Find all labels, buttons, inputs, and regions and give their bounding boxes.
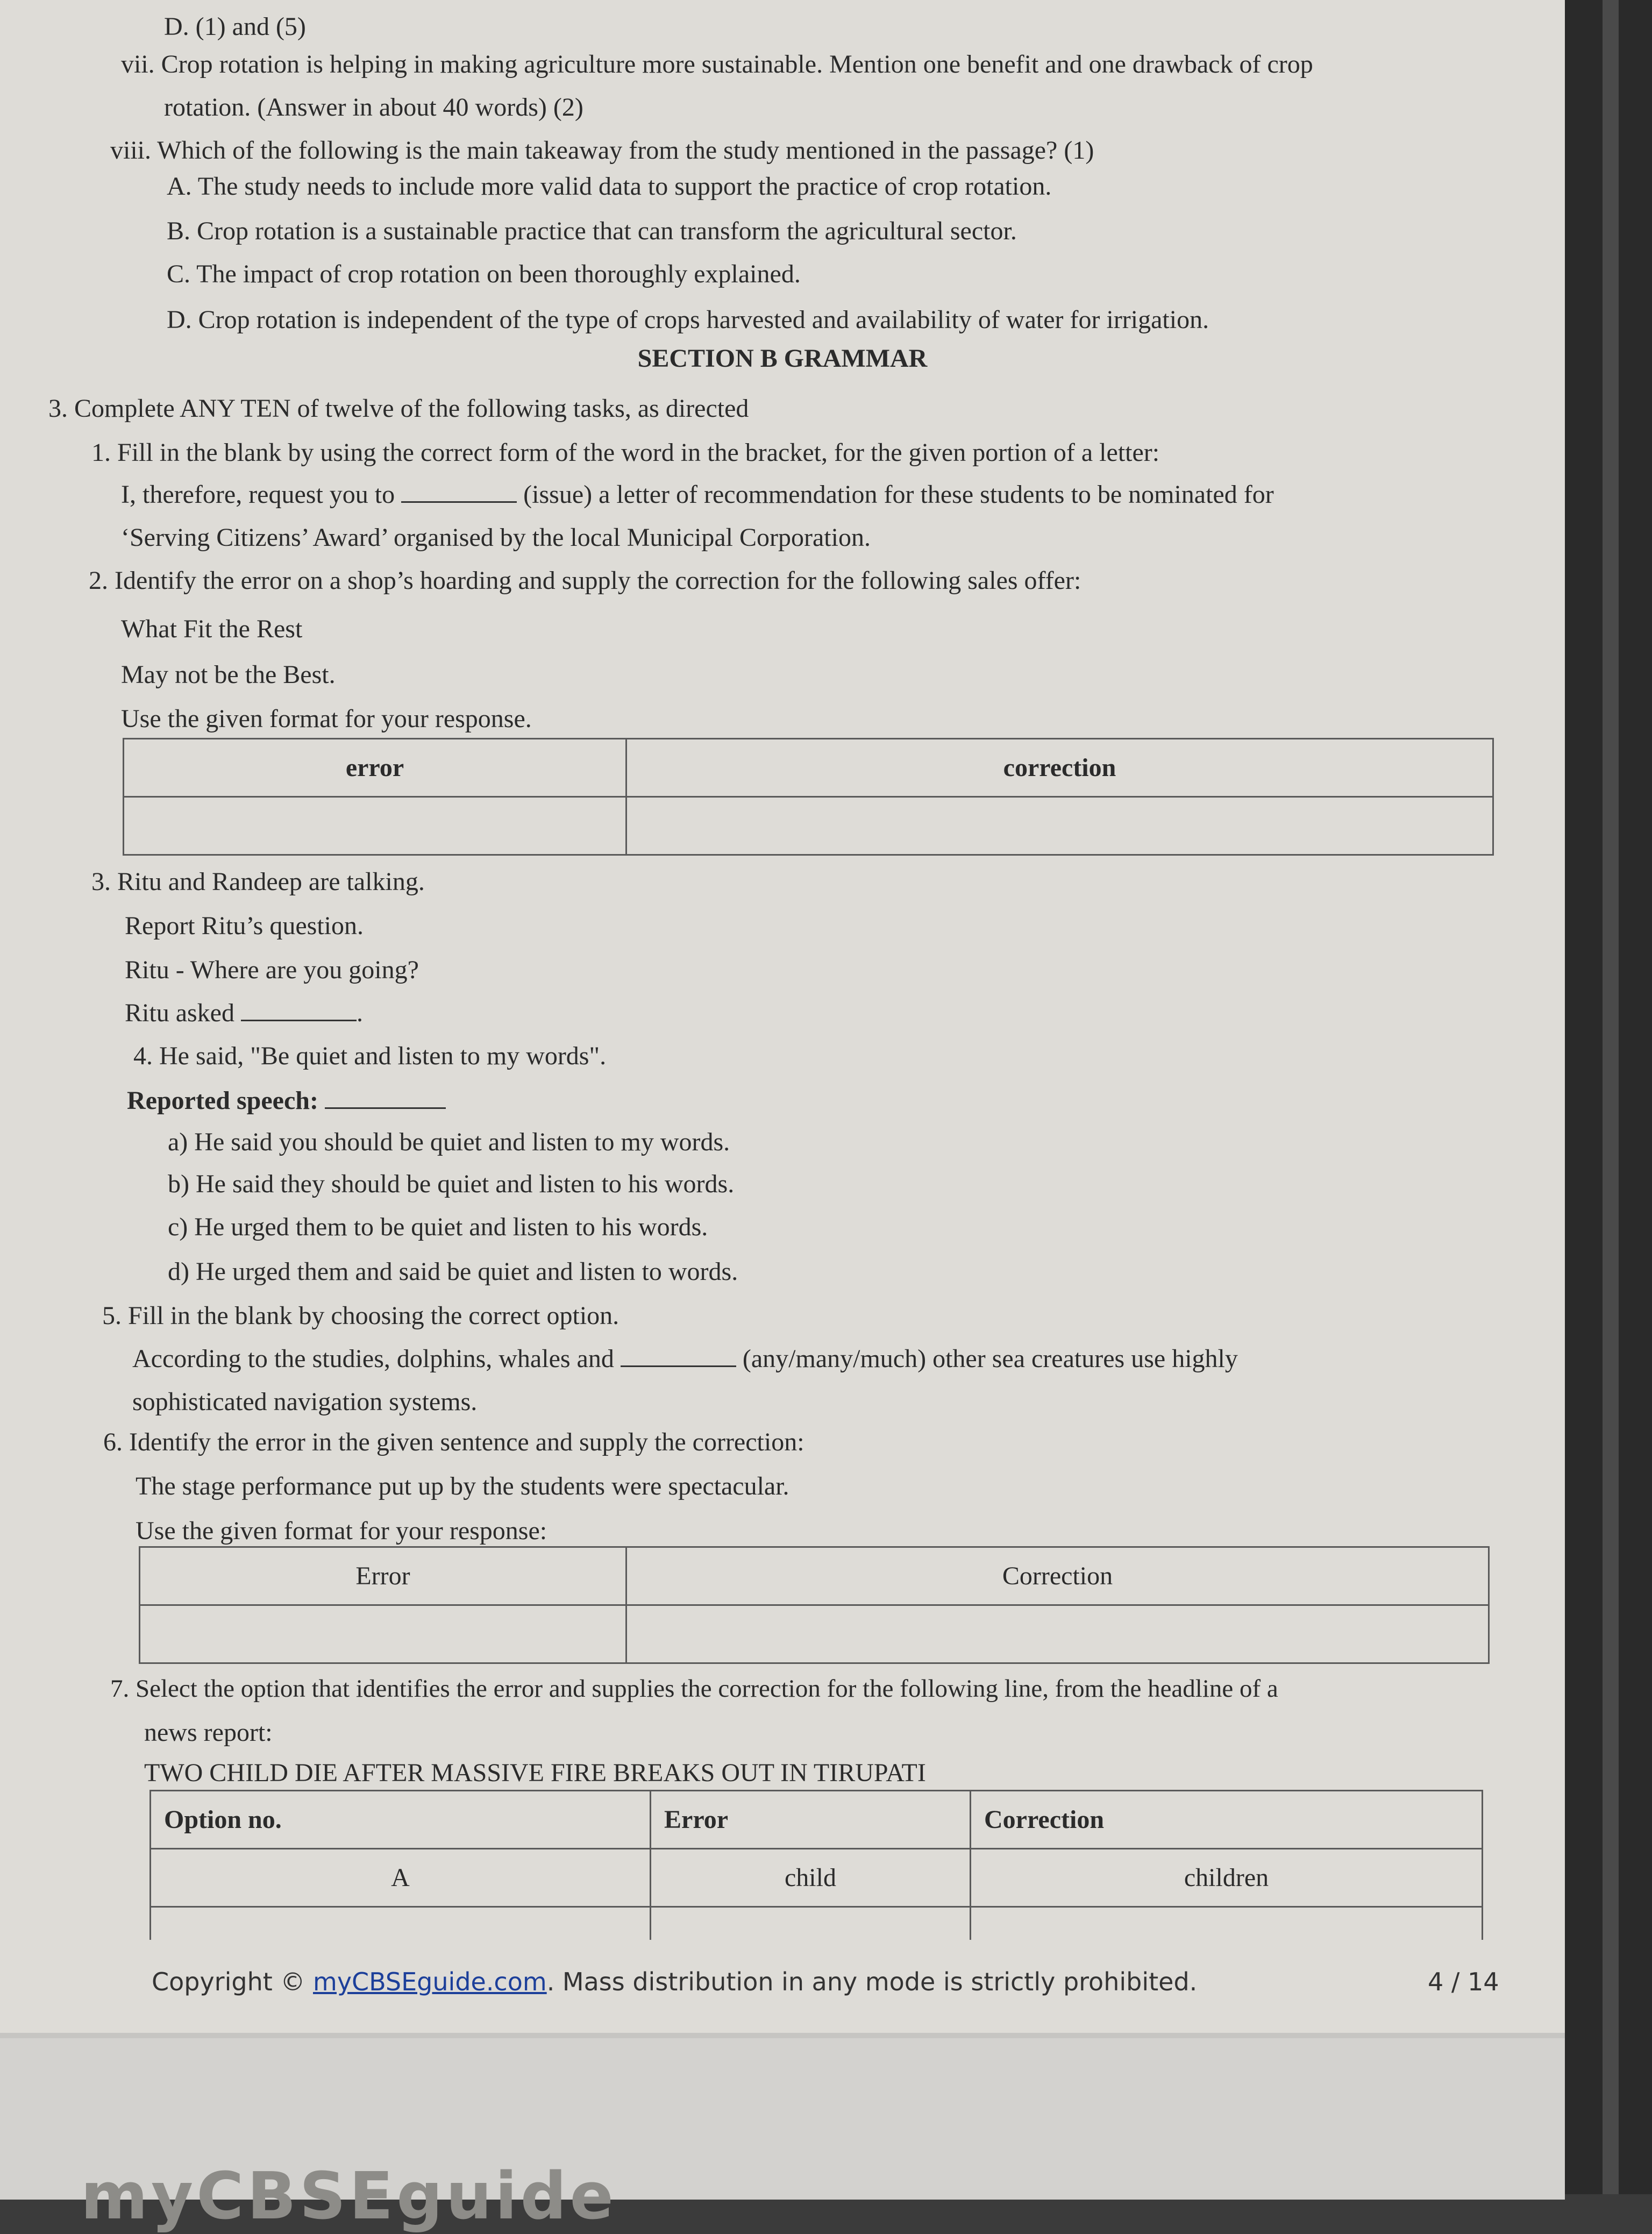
task7-instruction-line2: news report:	[144, 1718, 273, 1747]
copyright-suffix: . Mass distribution in any mode is strictly prohibited.	[546, 1967, 1198, 1996]
bezel-strip	[1603, 0, 1619, 2194]
watermark-logo: myCBSEguide	[81, 2159, 617, 2234]
task5-instruction: 5. Fill in the blank by choosing the correct option.	[102, 1301, 620, 1330]
task7-header-correction: Correction	[971, 1791, 1483, 1849]
task4-option-d: d) He urged them and said be quiet and listen to words.	[168, 1257, 738, 1286]
task7-options-table	[149, 1790, 1483, 1940]
task5-text-before: According to the studies, dolphins, whales and	[132, 1344, 614, 1373]
task2-answer-row	[124, 797, 1493, 855]
task7-headline: TWO CHILD DIE AFTER MASSIVE FIRE BREAKS OUT IN TIRUPATI	[144, 1759, 926, 1787]
task2-format: Use the given format for your response.	[121, 705, 532, 733]
task7-row-a-error: child	[651, 1849, 971, 1907]
task3-text-before: Ritu asked	[125, 999, 234, 1027]
site-link[interactable]: myCBSEguide.com	[313, 1967, 547, 1996]
task2-offer-line2: May not be the Best.	[121, 660, 336, 689]
task7-header-row	[151, 1791, 1483, 1849]
q2-option-d: D. (1) and (5)	[164, 12, 306, 41]
task5-text-after: (any/many/much) other sea creatures use highly	[742, 1344, 1238, 1373]
task7-row-b-error	[651, 1907, 971, 1940]
task7-row-a-option: A	[151, 1849, 651, 1907]
task4-option-b: b) He said they should be quiet and listen to his words.	[168, 1170, 735, 1198]
task1-text-after: (issue) a letter of recommendation for these students to be nominated for	[523, 480, 1274, 509]
task3-line4	[125, 996, 363, 1030]
task6-answer-error[interactable]	[140, 1605, 626, 1663]
task6-instruction: 6. Identify the error in the given sentence and supply the correction:	[103, 1428, 804, 1456]
task5-blank	[621, 1344, 736, 1367]
task7-row-b-option	[151, 1907, 651, 1940]
task2-offer-line1: What Fit the Rest	[121, 615, 303, 643]
task2-instruction: 2. Identify the error on a shop’s hoarding and supply the correction for the following sales offer:	[89, 566, 1081, 595]
task4-option-a: a) He said you should be quiet and listen to my words.	[168, 1128, 730, 1156]
task3-text-end: .	[356, 999, 363, 1027]
task4-line1: 4. He said, "Be quiet and listen to my words".	[133, 1042, 607, 1070]
copyright-prefix: Copyright ©	[152, 1967, 314, 1996]
q3-stem: 3. Complete ANY TEN of twelve of the following tasks, as directed	[48, 394, 749, 423]
task5-sentence	[132, 1342, 1238, 1376]
q2-vii-line1: vii. Crop rotation is helping in making agriculture more sustainable. Mention one benefit and one drawback of crop	[121, 50, 1313, 79]
task6-header-error: Error	[140, 1547, 626, 1605]
screen-bezel	[1565, 0, 1652, 2194]
task7-instruction: 7. Select the option that identifies the error and supplies the correction for the following line, from the headline of a	[110, 1675, 1278, 1703]
task2-response-table	[123, 738, 1494, 856]
page-number: 4 / 14	[1428, 1967, 1499, 1996]
task1-text-before: I, therefore, request you to	[121, 480, 395, 509]
task1-sentence	[121, 478, 1274, 512]
task2-header-error: error	[124, 739, 626, 797]
task1-instruction: 1. Fill in the blank by using the correct form of the word in the bracket, for the given portion of a letter:	[91, 438, 1160, 467]
task4-reported-label: Reported speech:	[127, 1086, 318, 1115]
task7-row-a	[151, 1849, 1483, 1907]
q2-viii-option-b: B. Crop rotation is a sustainable practice that can transform the agricultural sector.	[167, 217, 1017, 245]
task7-row-b-correction	[971, 1907, 1483, 1940]
task2-header-row	[124, 739, 1493, 797]
task7-header-option: Option no.	[151, 1791, 651, 1849]
task6-answer-correction[interactable]	[626, 1605, 1489, 1663]
task7-row-a-correction: children	[971, 1849, 1483, 1907]
task6-format: Use the given format for your response:	[136, 1517, 547, 1545]
task6-sentence: The stage performance put up by the students were spectacular.	[136, 1472, 789, 1500]
section-title: SECTION B GRAMMAR	[637, 344, 928, 373]
task2-header-correction: correction	[626, 739, 1493, 797]
task2-answer-correction[interactable]	[626, 797, 1493, 855]
task6-header-row	[140, 1547, 1489, 1605]
q2-viii-option-a: A. The study needs to include more valid data to support the practice of crop rotation.	[167, 172, 1052, 201]
task5-line2: sophisticated navigation systems.	[132, 1388, 478, 1416]
copyright-notice	[152, 1966, 1197, 1998]
task3-line1: 3. Ritu and Randeep are talking.	[91, 867, 425, 896]
task3-line3: Ritu - Where are you going?	[125, 956, 419, 984]
task4-reported-label-line	[127, 1084, 446, 1118]
task7-row-b	[151, 1907, 1483, 1940]
task6-response-table	[139, 1546, 1490, 1664]
q2-vii-line2: rotation. (Answer in about 40 words) (2)	[164, 93, 583, 122]
task6-header-correction: Correction	[626, 1547, 1489, 1605]
task7-header-error: Error	[651, 1791, 971, 1849]
task1-line2: ‘Serving Citizens’ Award’ organised by the local Municipal Corporation.	[121, 523, 871, 552]
task1-blank	[401, 480, 517, 503]
task2-answer-error[interactable]	[124, 797, 626, 855]
q2-viii-stem: viii. Which of the following is the main takeaway from the study mentioned in the passage? (1)	[110, 136, 1094, 165]
q2-viii-option-c: C. The impact of crop rotation on been thoroughly explained.	[167, 260, 801, 288]
task3-line2: Report Ritu’s question.	[125, 912, 364, 940]
task3-blank	[241, 998, 357, 1021]
q2-viii-option-d: D. Crop rotation is independent of the type of crops harvested and availability of water for irrigation.	[167, 305, 1209, 334]
next-page-area	[0, 2033, 1565, 2234]
task6-answer-row	[140, 1605, 1489, 1663]
task4-blank	[325, 1086, 446, 1109]
task4-option-c: c) He urged them to be quiet and listen to his words.	[168, 1213, 708, 1241]
